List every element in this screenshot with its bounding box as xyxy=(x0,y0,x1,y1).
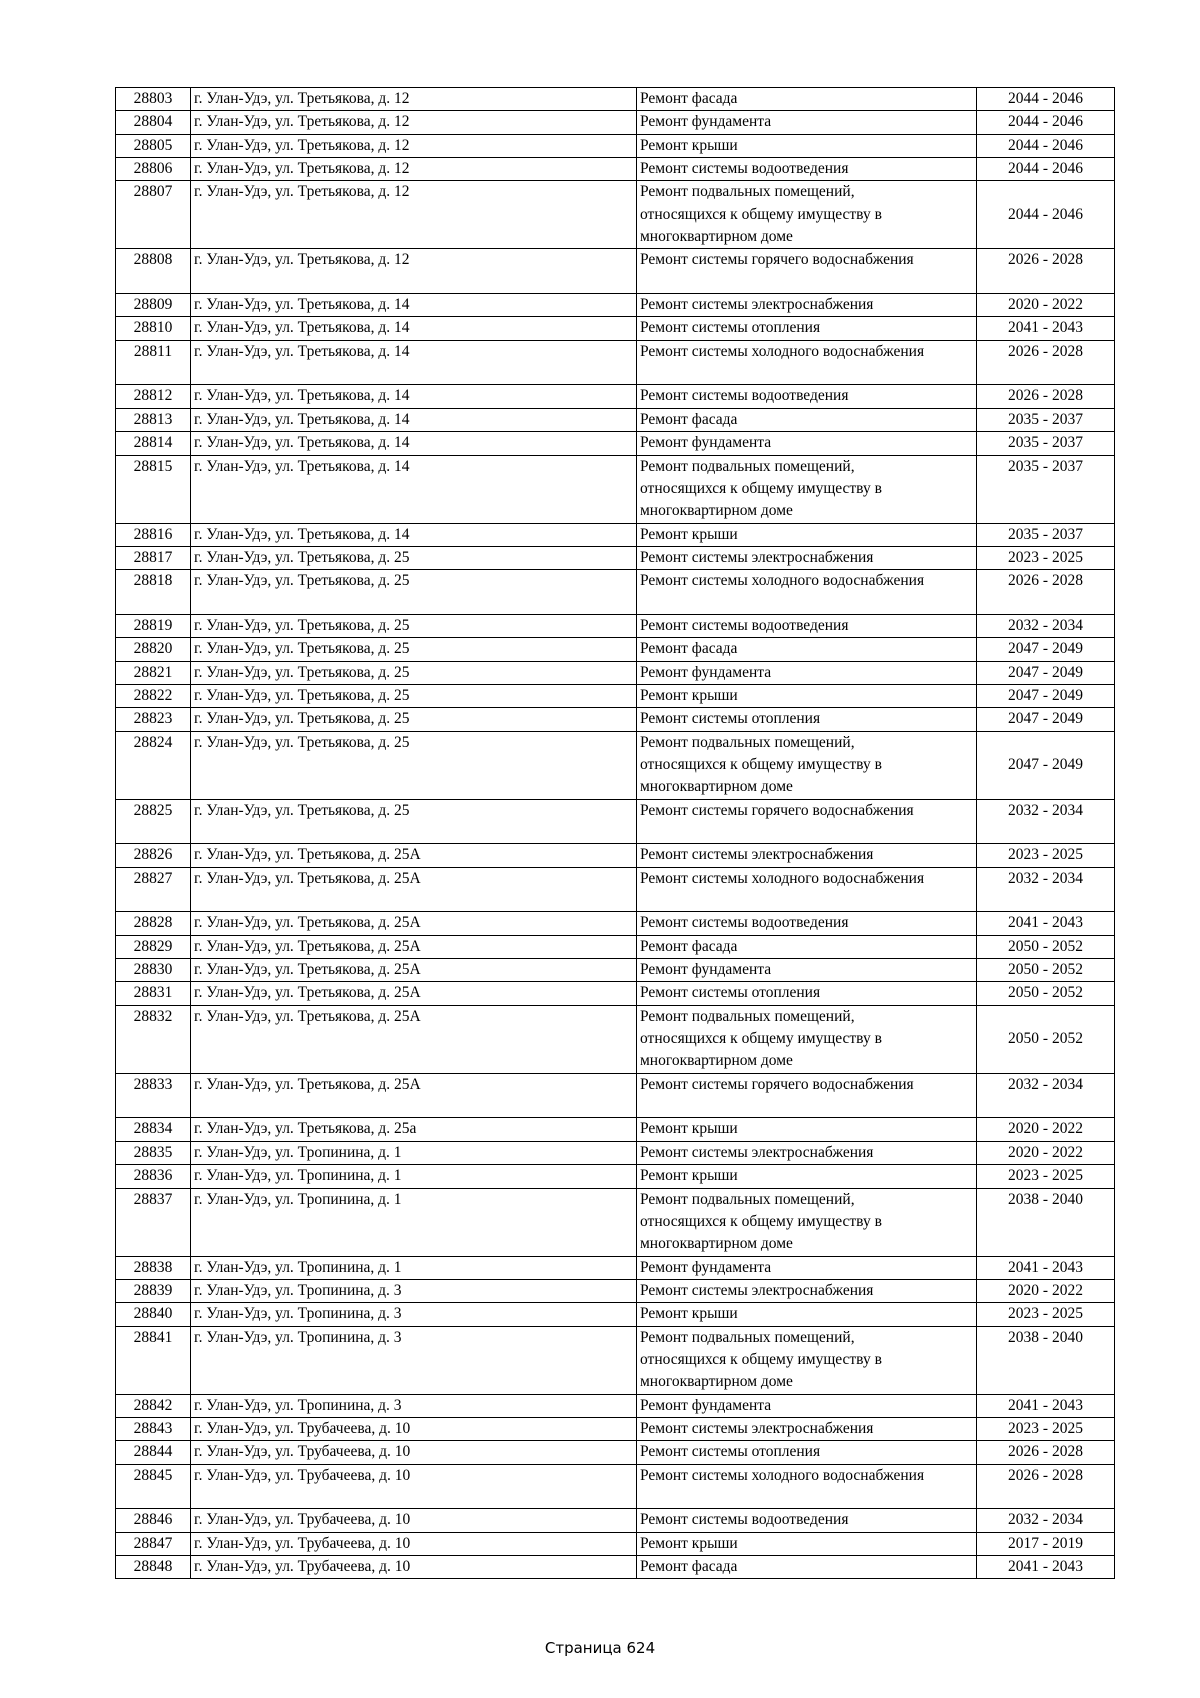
row-address: г. Улан-Удэ, ул. Третьякова, д. 25А xyxy=(191,844,637,867)
row-period: 2047 - 2049 xyxy=(977,638,1115,661)
row-period: 2035 - 2037 xyxy=(977,523,1115,546)
work-type-line: Ремонт системы водоотведения xyxy=(640,1511,849,1529)
row-work-type xyxy=(637,1303,977,1326)
row-period: 2041 - 2043 xyxy=(977,317,1115,340)
work-type-line: многоквартирном доме xyxy=(640,1052,793,1070)
table-row xyxy=(116,1417,1115,1440)
row-work-type xyxy=(637,867,977,912)
row-period: 2017 - 2019 xyxy=(977,1532,1115,1555)
row-work-type xyxy=(637,1326,977,1394)
work-type-line: Ремонт системы водоотведения xyxy=(640,914,849,932)
row-period: 2038 - 2040 xyxy=(977,1188,1115,1256)
row-number: 28809 xyxy=(116,294,191,317)
row-number: 28820 xyxy=(116,638,191,661)
row-period: 2047 - 2049 xyxy=(977,731,1115,799)
row-work-type xyxy=(637,408,977,431)
row-number: 28818 xyxy=(116,570,191,615)
row-period: 2026 - 2028 xyxy=(977,340,1115,385)
row-period: 2032 - 2034 xyxy=(977,867,1115,912)
table-row xyxy=(116,731,1115,799)
row-number: 28811 xyxy=(116,340,191,385)
row-period: 2044 - 2046 xyxy=(977,134,1115,157)
row-period: 2035 - 2037 xyxy=(977,455,1115,523)
row-address: г. Улан-Удэ, ул. Тропинина, д. 1 xyxy=(191,1165,637,1188)
row-number: 28837 xyxy=(116,1188,191,1256)
work-type-line: Ремонт системы отопления xyxy=(640,710,821,728)
row-number: 28827 xyxy=(116,867,191,912)
row-work-type xyxy=(637,1556,977,1579)
table-row xyxy=(116,1441,1115,1464)
table-row xyxy=(116,1165,1115,1188)
row-work-type xyxy=(637,455,977,523)
work-type-line: Ремонт фасада xyxy=(640,937,738,955)
table-row xyxy=(116,408,1115,431)
row-work-type xyxy=(637,1188,977,1256)
row-address: г. Улан-Удэ, ул. Третьякова, д. 12 xyxy=(191,249,637,294)
table-row xyxy=(116,1141,1115,1164)
work-type-line: многоквартирном доме xyxy=(640,778,793,796)
row-period: 2041 - 2043 xyxy=(977,1394,1115,1417)
row-period: 2035 - 2037 xyxy=(977,408,1115,431)
work-type-line: Ремонт крыши xyxy=(640,1167,738,1185)
row-work-type xyxy=(637,844,977,867)
table-row xyxy=(116,638,1115,661)
work-type-line: относящихся к общему имуществу в xyxy=(640,1350,882,1368)
row-address: г. Улан-Удэ, ул. Трубачеева, д. 10 xyxy=(191,1417,637,1440)
row-period: 2050 - 2052 xyxy=(977,982,1115,1005)
row-work-type xyxy=(637,1441,977,1464)
work-type-line: Ремонт крыши xyxy=(640,1120,738,1138)
work-type-line: Ремонт крыши xyxy=(640,1305,738,1323)
row-address: г. Улан-Удэ, ул. Тропинина, д. 1 xyxy=(191,1256,637,1279)
work-type-line: многоквартирном доме xyxy=(640,1373,793,1391)
row-address: г. Улан-Удэ, ул. Тропинина, д. 1 xyxy=(191,1188,637,1256)
row-period: 2044 - 2046 xyxy=(977,158,1115,181)
table-row xyxy=(116,432,1115,455)
row-period: 2020 - 2022 xyxy=(977,1279,1115,1302)
row-work-type xyxy=(637,523,977,546)
work-type-line: многоквартирном доме xyxy=(640,1235,793,1253)
row-number: 28817 xyxy=(116,546,191,569)
work-type-line: Ремонт системы отопления xyxy=(640,1443,821,1461)
row-address: г. Улан-Удэ, ул. Тропинина, д. 3 xyxy=(191,1279,637,1302)
row-work-type xyxy=(637,1509,977,1532)
work-type-line: Ремонт фундамента xyxy=(640,434,772,452)
table-row xyxy=(116,158,1115,181)
table-row xyxy=(116,523,1115,546)
row-period: 2044 - 2046 xyxy=(977,111,1115,134)
row-work-type xyxy=(637,111,977,134)
row-address: г. Улан-Удэ, ул. Трубачеева, д. 10 xyxy=(191,1464,637,1509)
row-number: 28824 xyxy=(116,731,191,799)
row-address: г. Улан-Удэ, ул. Тропинина, д. 3 xyxy=(191,1394,637,1417)
row-period: 2020 - 2022 xyxy=(977,1118,1115,1141)
work-type-line: Ремонт подвальных помещений, xyxy=(640,1007,855,1025)
row-work-type xyxy=(637,1417,977,1440)
row-work-type xyxy=(637,982,977,1005)
work-type-line: Ремонт системы электроснабжения xyxy=(640,846,874,864)
row-work-type xyxy=(637,684,977,707)
row-number: 28810 xyxy=(116,317,191,340)
row-address: г. Улан-Удэ, ул. Тропинина, д. 3 xyxy=(191,1326,637,1394)
row-work-type xyxy=(637,88,977,111)
row-work-type xyxy=(637,570,977,615)
row-number: 28829 xyxy=(116,935,191,958)
work-type-line: Ремонт системы электроснабжения xyxy=(640,296,874,314)
row-number: 28839 xyxy=(116,1279,191,1302)
row-period: 2047 - 2049 xyxy=(977,708,1115,731)
row-period: 2038 - 2040 xyxy=(977,1326,1115,1394)
row-address: г. Улан-Удэ, ул. Третьякова, д. 25А xyxy=(191,959,637,982)
row-work-type xyxy=(637,546,977,569)
table-row xyxy=(116,1532,1115,1555)
row-number: 28807 xyxy=(116,181,191,249)
row-work-type xyxy=(637,158,977,181)
table-row xyxy=(116,249,1115,294)
work-type-line: Ремонт системы отопления xyxy=(640,984,821,1002)
row-period: 2032 - 2034 xyxy=(977,1509,1115,1532)
row-work-type xyxy=(637,385,977,408)
row-work-type xyxy=(637,638,977,661)
row-period: 2026 - 2028 xyxy=(977,385,1115,408)
page-number: Страница 624 xyxy=(544,1639,656,1657)
row-address: г. Улан-Удэ, ул. Третьякова, д. 25а xyxy=(191,1118,637,1141)
table-body xyxy=(116,88,1115,1579)
work-type-line: Ремонт фасада xyxy=(640,90,738,107)
row-address: г. Улан-Удэ, ул. Третьякова, д. 14 xyxy=(191,523,637,546)
work-type-line: Ремонт системы электроснабжения xyxy=(640,548,874,566)
row-number: 28816 xyxy=(116,523,191,546)
work-type-line: Ремонт системы отопления xyxy=(640,319,821,337)
table-row xyxy=(116,1464,1115,1509)
row-period: 2050 - 2052 xyxy=(977,959,1115,982)
table-row xyxy=(116,1188,1115,1256)
table-row xyxy=(116,867,1115,912)
work-type-line: Ремонт системы холодного водоснабжения xyxy=(640,342,925,360)
row-work-type xyxy=(637,1532,977,1555)
works-table xyxy=(115,87,1115,1579)
table-row xyxy=(116,935,1115,958)
row-number: 28806 xyxy=(116,158,191,181)
row-period: 2035 - 2037 xyxy=(977,432,1115,455)
row-work-type xyxy=(637,432,977,455)
row-period: 2047 - 2049 xyxy=(977,661,1115,684)
work-type-line: многоквартирном доме xyxy=(640,502,793,520)
row-work-type xyxy=(637,1141,977,1164)
table-row xyxy=(116,570,1115,615)
table-row xyxy=(116,1394,1115,1417)
row-number: 28803 xyxy=(116,88,191,111)
work-type-line: Ремонт крыши xyxy=(640,136,738,154)
row-number: 28813 xyxy=(116,408,191,431)
row-address: г. Улан-Удэ, ул. Третьякова, д. 25 xyxy=(191,546,637,569)
table-row xyxy=(116,546,1115,569)
work-type-line: Ремонт системы холодного водоснабжения xyxy=(640,1466,925,1484)
row-number: 28841 xyxy=(116,1326,191,1394)
row-address: г. Улан-Удэ, ул. Третьякова, д. 14 xyxy=(191,455,637,523)
work-type-line: относящихся к общему имуществу в xyxy=(640,1212,882,1230)
row-address: г. Улан-Удэ, ул. Третьякова, д. 25А xyxy=(191,1073,637,1118)
table-row xyxy=(116,111,1115,134)
row-number: 28830 xyxy=(116,959,191,982)
work-type-line: Ремонт системы холодного водоснабжения xyxy=(640,869,925,887)
table-row xyxy=(116,684,1115,707)
work-type-line: Ремонт системы водоотведения xyxy=(640,616,849,634)
row-work-type xyxy=(637,708,977,731)
work-type-line: Ремонт подвальных помещений, xyxy=(640,1328,855,1346)
work-type-line: относящихся к общему имуществу в xyxy=(640,479,882,497)
table-row xyxy=(116,455,1115,523)
row-number: 28812 xyxy=(116,385,191,408)
row-address: г. Улан-Удэ, ул. Третьякова, д. 12 xyxy=(191,88,637,111)
row-period: 2044 - 2046 xyxy=(977,88,1115,111)
work-type-line: Ремонт системы электроснабжения xyxy=(640,1143,874,1161)
work-type-line: относящихся к общему имуществу в xyxy=(640,205,882,223)
row-work-type xyxy=(637,959,977,982)
row-work-type xyxy=(637,1279,977,1302)
row-number: 28808 xyxy=(116,249,191,294)
work-type-line: Ремонт подвальных помещений, xyxy=(640,183,855,201)
row-work-type xyxy=(637,1256,977,1279)
row-address: г. Улан-Удэ, ул. Третьякова, д. 25А xyxy=(191,912,637,935)
row-period: 2047 - 2049 xyxy=(977,684,1115,707)
row-work-type xyxy=(637,1005,977,1073)
row-number: 28815 xyxy=(116,455,191,523)
row-period: 2050 - 2052 xyxy=(977,1005,1115,1073)
table-row xyxy=(116,181,1115,249)
row-period: 2026 - 2028 xyxy=(977,249,1115,294)
row-period: 2041 - 2043 xyxy=(977,1556,1115,1579)
row-address: г. Улан-Удэ, ул. Третьякова, д. 14 xyxy=(191,317,637,340)
row-work-type xyxy=(637,661,977,684)
row-work-type xyxy=(637,731,977,799)
row-address: г. Улан-Удэ, ул. Третьякова, д. 25А xyxy=(191,935,637,958)
table-row xyxy=(116,912,1115,935)
row-work-type xyxy=(637,1073,977,1118)
work-type-line: многоквартирном доме xyxy=(640,228,793,246)
table-row xyxy=(116,1005,1115,1073)
row-number: 28805 xyxy=(116,134,191,157)
row-number: 28840 xyxy=(116,1303,191,1326)
row-address: г. Улан-Удэ, ул. Третьякова, д. 12 xyxy=(191,158,637,181)
row-number: 28833 xyxy=(116,1073,191,1118)
row-period: 2023 - 2025 xyxy=(977,844,1115,867)
row-address: г. Улан-Удэ, ул. Третьякова, д. 25 xyxy=(191,614,637,637)
work-type-line: Ремонт фундамента xyxy=(640,1396,772,1414)
work-type-line: Ремонт фундамента xyxy=(640,961,772,979)
row-address: г. Улан-Удэ, ул. Третьякова, д. 25А xyxy=(191,867,637,912)
row-number: 28848 xyxy=(116,1556,191,1579)
row-work-type xyxy=(637,799,977,844)
row-address: г. Улан-Удэ, ул. Третьякова, д. 25 xyxy=(191,661,637,684)
row-address: г. Улан-Удэ, ул. Третьякова, д. 14 xyxy=(191,294,637,317)
work-type-line: Ремонт системы горячего водоснабжения xyxy=(640,1075,914,1093)
row-number: 28835 xyxy=(116,1141,191,1164)
row-work-type xyxy=(637,935,977,958)
row-number: 28822 xyxy=(116,684,191,707)
work-type-line: Ремонт крыши xyxy=(640,525,738,543)
row-address: г. Улан-Удэ, ул. Трубачеева, д. 10 xyxy=(191,1509,637,1532)
row-number: 28834 xyxy=(116,1118,191,1141)
row-period: 2026 - 2028 xyxy=(977,1441,1115,1464)
row-address: г. Улан-Удэ, ул. Третьякова, д. 25 xyxy=(191,731,637,799)
table-row xyxy=(116,340,1115,385)
row-address: г. Улан-Удэ, ул. Тропинина, д. 3 xyxy=(191,1303,637,1326)
row-address: г. Улан-Удэ, ул. Третьякова, д. 25 xyxy=(191,638,637,661)
row-number: 28832 xyxy=(116,1005,191,1073)
table-row xyxy=(116,1509,1115,1532)
row-period: 2026 - 2028 xyxy=(977,1464,1115,1509)
work-type-line: Ремонт системы водоотведения xyxy=(640,387,849,405)
table-row xyxy=(116,294,1115,317)
work-type-line: Ремонт подвальных помещений, xyxy=(640,457,855,475)
row-address: г. Улан-Удэ, ул. Третьякова, д. 12 xyxy=(191,111,637,134)
row-address: г. Улан-Удэ, ул. Третьякова, д. 12 xyxy=(191,134,637,157)
row-address: г. Улан-Удэ, ул. Третьякова, д. 25 xyxy=(191,799,637,844)
row-work-type xyxy=(637,912,977,935)
row-address: г. Улан-Удэ, ул. Трубачеева, д. 10 xyxy=(191,1441,637,1464)
row-period: 2023 - 2025 xyxy=(977,1417,1115,1440)
row-period: 2026 - 2028 xyxy=(977,570,1115,615)
row-number: 28831 xyxy=(116,982,191,1005)
row-period: 2032 - 2034 xyxy=(977,614,1115,637)
row-number: 28844 xyxy=(116,1441,191,1464)
row-number: 28821 xyxy=(116,661,191,684)
row-work-type xyxy=(637,1165,977,1188)
work-type-line: Ремонт крыши xyxy=(640,1534,738,1552)
table-row xyxy=(116,1326,1115,1394)
row-address: г. Улан-Удэ, ул. Тропинина, д. 1 xyxy=(191,1141,637,1164)
row-address: г. Улан-Удэ, ул. Трубачеева, д. 10 xyxy=(191,1556,637,1579)
row-number: 28823 xyxy=(116,708,191,731)
table-row xyxy=(116,844,1115,867)
row-period: 2041 - 2043 xyxy=(977,1256,1115,1279)
table-row xyxy=(116,982,1115,1005)
row-work-type xyxy=(637,1394,977,1417)
row-number: 28847 xyxy=(116,1532,191,1555)
row-number: 28826 xyxy=(116,844,191,867)
row-number: 28825 xyxy=(116,799,191,844)
table-row xyxy=(116,661,1115,684)
table-row xyxy=(116,1073,1115,1118)
row-period: 2032 - 2034 xyxy=(977,1073,1115,1118)
work-type-line: Ремонт системы холодного водоснабжения xyxy=(640,572,925,590)
work-type-line: Ремонт фасада xyxy=(640,410,738,428)
row-number: 28842 xyxy=(116,1394,191,1417)
row-period: 2023 - 2025 xyxy=(977,1165,1115,1188)
table-row xyxy=(116,317,1115,340)
row-number: 28814 xyxy=(116,432,191,455)
row-number: 28819 xyxy=(116,614,191,637)
row-address: г. Улан-Удэ, ул. Третьякова, д. 14 xyxy=(191,385,637,408)
work-type-line: Ремонт системы горячего водоснабжения xyxy=(640,251,914,269)
row-work-type xyxy=(637,294,977,317)
work-type-line: Ремонт фасада xyxy=(640,1558,738,1575)
row-work-type xyxy=(637,249,977,294)
row-number: 28804 xyxy=(116,111,191,134)
work-type-line: Ремонт крыши xyxy=(640,686,738,704)
row-period: 2032 - 2034 xyxy=(977,799,1115,844)
row-period: 2050 - 2052 xyxy=(977,935,1115,958)
work-type-line: Ремонт фасада xyxy=(640,640,738,658)
row-address: г. Улан-Удэ, ул. Трубачеева, д. 10 xyxy=(191,1532,637,1555)
row-period: 2041 - 2043 xyxy=(977,912,1115,935)
row-address: г. Улан-Удэ, ул. Третьякова, д. 14 xyxy=(191,340,637,385)
table-row xyxy=(116,1279,1115,1302)
row-work-type xyxy=(637,134,977,157)
row-address: г. Улан-Удэ, ул. Третьякова, д. 25А xyxy=(191,982,637,1005)
table-row xyxy=(116,385,1115,408)
row-address: г. Улан-Удэ, ул. Третьякова, д. 12 xyxy=(191,181,637,249)
table-row xyxy=(116,708,1115,731)
table-row xyxy=(116,88,1115,111)
row-address: г. Улан-Удэ, ул. Третьякова, д. 14 xyxy=(191,432,637,455)
row-number: 28838 xyxy=(116,1256,191,1279)
table-row xyxy=(116,1118,1115,1141)
row-period: 2023 - 2025 xyxy=(977,1303,1115,1326)
row-work-type xyxy=(637,317,977,340)
row-work-type xyxy=(637,1118,977,1141)
row-address: г. Улан-Удэ, ул. Третьякова, д. 25 xyxy=(191,684,637,707)
row-number: 28828 xyxy=(116,912,191,935)
row-number: 28843 xyxy=(116,1417,191,1440)
row-address: г. Улан-Удэ, ул. Третьякова, д. 14 xyxy=(191,408,637,431)
row-work-type xyxy=(637,1464,977,1509)
work-type-line: Ремонт фундамента xyxy=(640,663,772,681)
work-type-line: Ремонт системы горячего водоснабжения xyxy=(640,801,914,819)
row-period: 2020 - 2022 xyxy=(977,294,1115,317)
row-period: 2020 - 2022 xyxy=(977,1141,1115,1164)
work-type-line: Ремонт системы водоотведения xyxy=(640,160,849,178)
row-work-type xyxy=(637,614,977,637)
work-type-line: Ремонт подвальных помещений, xyxy=(640,1190,855,1208)
row-number: 28845 xyxy=(116,1464,191,1509)
work-type-line: Ремонт фундамента xyxy=(640,113,772,131)
row-number: 28846 xyxy=(116,1509,191,1532)
work-type-line: Ремонт системы электроснабжения xyxy=(640,1419,874,1437)
work-type-line: относящихся к общему имуществу в xyxy=(640,1030,882,1048)
table-row xyxy=(116,134,1115,157)
table-row xyxy=(116,1556,1115,1579)
row-work-type xyxy=(637,340,977,385)
row-period: 2044 - 2046 xyxy=(977,181,1115,249)
table-row xyxy=(116,799,1115,844)
work-type-line: Ремонт системы электроснабжения xyxy=(640,1281,874,1299)
table-row xyxy=(116,1256,1115,1279)
table-row xyxy=(116,959,1115,982)
table-row xyxy=(116,1303,1115,1326)
row-address: г. Улан-Удэ, ул. Третьякова, д. 25А xyxy=(191,1005,637,1073)
row-work-type xyxy=(637,181,977,249)
row-period: 2023 - 2025 xyxy=(977,546,1115,569)
row-number: 28836 xyxy=(116,1165,191,1188)
row-address: г. Улан-Удэ, ул. Третьякова, д. 25 xyxy=(191,570,637,615)
work-type-line: Ремонт фундамента xyxy=(640,1258,772,1276)
work-type-line: Ремонт подвальных помещений, xyxy=(640,733,855,751)
work-type-line: относящихся к общему имуществу в xyxy=(640,755,882,773)
table-row xyxy=(116,614,1115,637)
row-address: г. Улан-Удэ, ул. Третьякова, д. 25 xyxy=(191,708,637,731)
